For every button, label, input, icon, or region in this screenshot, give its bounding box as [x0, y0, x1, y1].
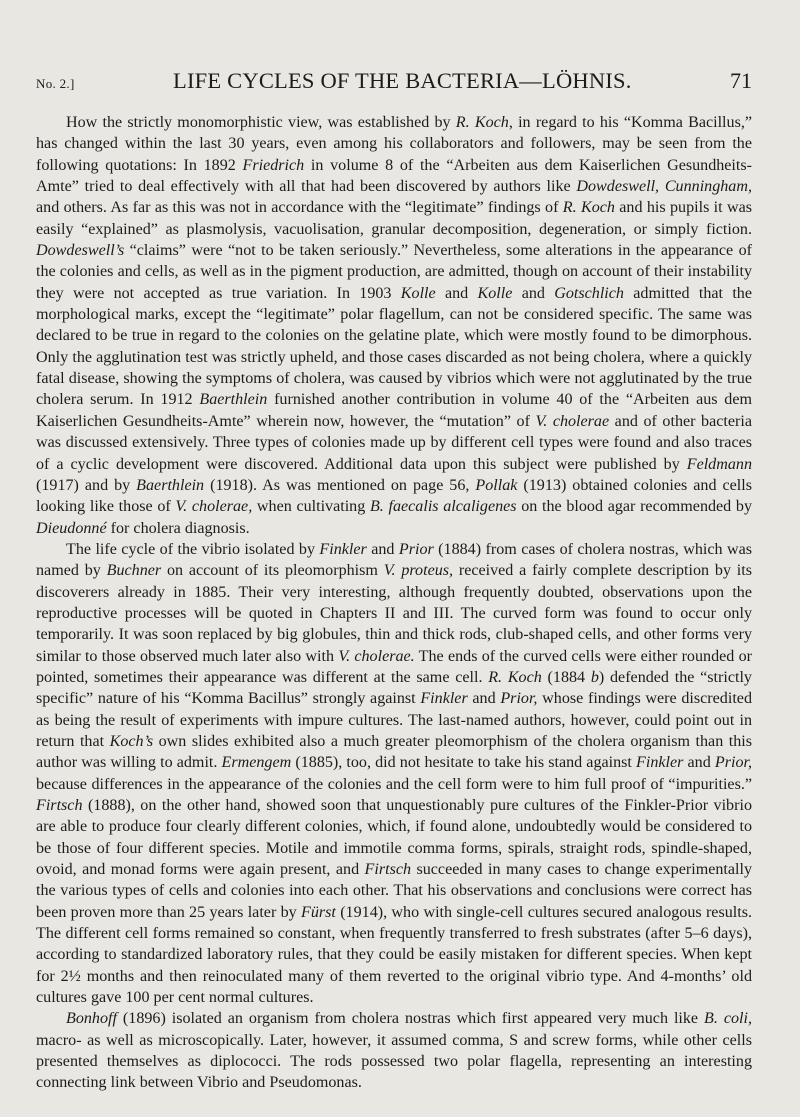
running-title: LIFE CYCLES OF THE BACTERIA—LÖHNIS.: [173, 68, 632, 93]
italic-term: Finkler: [636, 754, 684, 772]
italic-term: b: [590, 668, 599, 686]
italic-term: R. Koch: [455, 114, 509, 131]
italic-term: Feldmann: [686, 455, 752, 473]
text-run: (1917) and by: [36, 476, 137, 494]
issue-number: No. 2.]: [36, 76, 75, 91]
text-run: and: [512, 284, 555, 302]
paragraph-2: [36, 539, 752, 1009]
text-run: in volume 8 of the “Arbeiten aus dem Kaiserlichen Gesundheits-Amte” tried to deal effectively with all that had been discovered by authors like: [36, 156, 752, 196]
text-run: succeeded in many cases to change experimentally the various types of cells and colonies into each other. That his observations and conclusions were correct has been proven more than 25 years later by: [36, 861, 753, 921]
text-run: and his pupils it was easily “explained” as plasmolysis, vacuolisation, granular decomposition, degeneration, or simply fiction.: [36, 199, 752, 238]
text-run: for cholera diagnosis.: [106, 519, 250, 537]
italic-term: Prior,: [714, 754, 752, 772]
italic-term: V. cholerae,: [175, 498, 253, 516]
italic-term: R. Koch: [562, 199, 615, 217]
text-run: (1913) obtained colonies and cells looking like those of: [36, 476, 752, 516]
italic-term: Dieudonné: [36, 519, 107, 537]
italic-term: Gotschlich: [554, 284, 624, 302]
text-run: admitted that the morphological marks, except the “legitimate” polar flagellum, can not be considered specific. The same was declared to be true in regard to the colonies on the gelatine plate, which were mostly found to be dimorphous. Only the agglutination test was strictly upheld, and those cases discarded as not being cholera, where a quickly fatal disease, showing the symptoms of cholera, was caused by vibrios which were not agglutinated by the true cholera serum. In 1912: [36, 284, 752, 409]
italic-term: Finkler: [420, 690, 468, 708]
italic-term: Friedrich: [242, 156, 305, 174]
italic-term: R. Koch: [488, 668, 542, 686]
italic-term: Prior: [398, 540, 434, 558]
italic-term: Kolle: [400, 284, 436, 302]
text-run: own slides exhibited also a much greater pleomorphism of the cholera organism than this author was willing to admit.: [36, 732, 753, 772]
text-run: “claims” were “not to be taken seriously.” Nevertheless, some alterations in the appearance of the colonies and cells, as well as in the pigment production, are admitted, though on account of their instability they were not accepted as true variation. In 1903: [36, 242, 752, 302]
italic-term: Bonhoff: [66, 1010, 117, 1028]
text-run: (1914), who with single-cell cultures secured analogous results. The different cell forms remained so constant, when frequently transferred to fresh substrates (after 5–6 days), according to standardized laboratory rules, that they could be easily mistaken for different species. When kept for 2½ months and then reinoculated many of them reverted to the original vibrio type. And 4-months’ old cultures gave 100 per cent normal cultures.: [36, 903, 752, 1007]
italic-term: Finkler: [319, 540, 367, 558]
paragraph-1: [36, 112, 752, 539]
text-run: and: [683, 754, 715, 772]
text-run: on the blood agar recommended by: [516, 498, 752, 516]
italic-term: V. cholerae: [535, 412, 610, 430]
text-run: (1918). As was mentioned on page 56,: [204, 476, 476, 494]
page-number: 71: [730, 68, 752, 93]
text-run: (1888), on the other hand, showed soon that unquestionably pure cultures of the Finkler-Prior vibrio are able to produce four clearly different colonies, which, if found alone, undoubtedly would be considered to be those of four different species. Motile and immotile comma forms, spirals, straight rods, spindle-shaped, ovoid, and monad forms were again present, and: [36, 797, 752, 879]
text-run: macro- as well as microscopically. Later, however, it assumed comma, S and screw forms, while other cells presented themselves as diplococci. The rods possessed two polar flagella, representing an interesting connecting link between Vibrio and Pseudomonas.: [36, 1031, 752, 1092]
text-run: ) defended the “strictly specific” nature of his “Komma Bacillus” strongly against: [36, 668, 752, 708]
text-run: on account of its pleomorphism: [161, 562, 384, 580]
text-run: The life cycle of the vibrio isolated by: [66, 540, 320, 558]
text-run: and of other bacteria was discussed extensively. Three types of colonies made up by different cell types were found and also traces of a cyclic development were discovered. Additional data upon this subject were published by: [36, 412, 752, 473]
italic-term: B. faecalis alcaligenes: [369, 498, 517, 516]
text-run: , in regard to his “Komma Bacillus,” has changed within the last 30 years, even among his collaborators and followers, may be seen from the following quotations: In 1892: [36, 114, 752, 174]
article-body: [36, 112, 752, 1094]
text-run: when cultivating: [252, 498, 370, 516]
text-run: furnished another contribution in volume 40 of the “Arbeiten aus dem Kaiserlichen Gesundheits-Amte” wherein now, however, the “mutation” of: [36, 391, 753, 430]
italic-term: Fürst: [301, 903, 336, 921]
italic-term: Dowdeswell’s: [36, 242, 125, 260]
italic-term: Baerthlein: [136, 476, 205, 494]
text-run: (1884: [541, 668, 591, 686]
italic-term: Pollak: [475, 476, 518, 494]
italic-term: V. proteus,: [383, 562, 454, 580]
italic-term: Prior,: [500, 690, 538, 708]
text-run: received a fairly complete description by its discoverers already in 1885. Their very interesting, although frequently doubted, observations upon the reproductive processes will be quoted in Chapters II and III. The curved form was found to occur only temporarily. It was soon replaced by big globules, thin and thick rods, club-shaped cells, and other forms very similar to those observed much later also with: [36, 562, 752, 665]
italic-term: Ermengem: [221, 754, 292, 772]
italic-term: V. cholerae.: [338, 647, 415, 665]
text-run: whose findings were discredited as being the result of experiments with impure cultures. The last-named authors, however, could point out in return that: [36, 690, 752, 750]
italic-term: Koch’s: [109, 732, 154, 750]
italic-term: Baerthlein: [199, 391, 268, 409]
paragraph-3: [36, 1008, 752, 1093]
text-run: (1885), too, did not hesitate to take his stand against: [291, 754, 637, 772]
text-run: (1896) isolated an organism from cholera nostras which first appeared very much like: [116, 1010, 705, 1028]
italic-term: Firtsch: [364, 861, 412, 879]
italic-term: B. coli,: [704, 1010, 752, 1028]
italic-term: Buchner: [106, 562, 162, 580]
text-run: and others. As far as this was not in accordance with the “legitimate” findings of: [36, 199, 563, 217]
text-run: and: [467, 690, 501, 708]
text-run: because differences in the appearance of the colonies and the cell form were to him full proof of “impurities.”: [36, 775, 752, 793]
italic-term: Kolle: [477, 284, 513, 302]
italic-term: Firtsch: [36, 797, 83, 814]
text-run: and: [435, 284, 478, 302]
text-run: How the strictly monomorphistic view, was established by: [66, 114, 456, 131]
text-run: The ends of the curved cells were either rounded or pointed, sometimes their appearance was different at the same cell.: [36, 647, 752, 686]
running-header: [36, 68, 752, 98]
italic-term: Dowdeswell, Cunningham,: [576, 178, 752, 196]
text-run: (1884) from cases of cholera nostras, which was named by: [36, 540, 752, 580]
text-run: and: [366, 540, 399, 558]
